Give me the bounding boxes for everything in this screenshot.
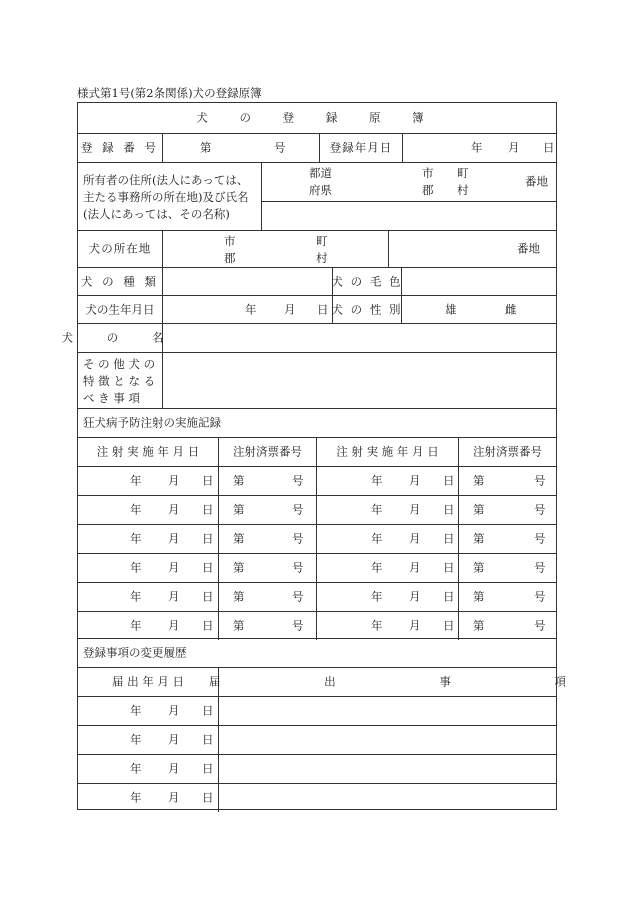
change-year: 年 — [130, 703, 142, 718]
dog-location-city — [224, 233, 236, 267]
vaccination-date-field[interactable] — [316, 554, 458, 582]
vaccination-year: 年 — [130, 618, 142, 633]
dog-location-machi: 町 — [316, 234, 328, 248]
change-month: 月 — [168, 703, 180, 718]
features-label-line: そ の 他 犬 の — [83, 357, 156, 371]
vaccination-ticket-go: 号 — [292, 560, 304, 575]
vaccination-month: 月 — [168, 618, 180, 633]
change-date-field[interactable] — [78, 726, 218, 754]
registration-number-label-cell — [78, 134, 162, 162]
vaccination-year: 年 — [371, 589, 383, 604]
registration-number-field[interactable] — [162, 134, 319, 162]
birth-month: 月 — [284, 301, 296, 316]
vaccination-ticket-dai: 第 — [473, 531, 485, 546]
vaccination-record-row — [78, 553, 556, 582]
dog-location-gun: 郡 — [224, 251, 236, 265]
birth-date-field[interactable] — [162, 296, 332, 323]
vaccination-date-field[interactable] — [78, 467, 218, 495]
vaccination-year: 年 — [371, 473, 383, 488]
vaccination-date-field[interactable] — [316, 467, 458, 495]
registration-date-label: 登録年月日 — [329, 140, 393, 155]
owner-name-field[interactable] — [262, 201, 556, 230]
change-date-field[interactable] — [78, 755, 218, 783]
registration-row — [78, 133, 556, 162]
owner-fuken: 府県 — [309, 183, 332, 197]
change-record-row — [78, 725, 556, 754]
vaccination-date-header: 注 射 実 施 年 月 日 — [336, 444, 439, 459]
vaccination-ticket-dai: 第 — [473, 473, 485, 488]
vaccination-month: 月 — [168, 473, 180, 488]
changes-header-row — [78, 667, 616, 696]
breed-label-cell — [78, 268, 162, 295]
vaccination-year: 年 — [130, 589, 142, 604]
vaccination-day: 日 — [202, 473, 214, 488]
vaccination-day: 日 — [202, 502, 214, 517]
vaccination-month: 月 — [168, 502, 180, 517]
dog-location-label: 犬の所在地 — [88, 241, 152, 256]
vaccination-ticket-field[interactable] — [218, 467, 316, 495]
vaccination-ticket-field[interactable] — [218, 554, 316, 582]
vaccination-ticket-go: 号 — [534, 473, 546, 488]
sex-male[interactable]: 雄 — [445, 301, 457, 316]
features-label-cell — [78, 353, 162, 408]
vaccination-ticket-field[interactable] — [218, 525, 316, 553]
vaccination-ticket-field[interactable] — [458, 612, 556, 640]
birth-label-cell — [78, 296, 162, 323]
change-month: 月 — [168, 761, 180, 776]
coat-label: 犬 の 毛 色 — [331, 273, 403, 288]
change-item-field[interactable] — [218, 755, 556, 783]
vaccination-date-header: 注 射 実 施 年 月 日 — [96, 444, 200, 459]
change-day: 日 — [202, 790, 214, 805]
vaccination-ticket-dai: 第 — [233, 473, 245, 488]
vaccination-date-field[interactable] — [316, 583, 458, 611]
change-day: 日 — [202, 703, 214, 718]
vaccination-year: 年 — [371, 502, 383, 517]
coat-field[interactable] — [401, 268, 556, 295]
vaccination-ticket-dai: 第 — [473, 589, 485, 604]
vaccination-ticket-dai: 第 — [473, 560, 485, 575]
vaccination-month: 月 — [168, 589, 180, 604]
vaccination-ticket-dai: 第 — [473, 502, 485, 517]
vaccination-record-row — [78, 466, 556, 495]
owner-gun: 郡 — [422, 183, 434, 197]
coat-label-cell — [332, 268, 401, 295]
owner-prefecture — [309, 165, 332, 199]
dog-location-label-cell — [78, 231, 162, 267]
vaccination-ticket-go: 号 — [292, 473, 304, 488]
dog-location-city-field[interactable] — [162, 231, 388, 267]
vaccination-ticket-dai: 第 — [233, 618, 245, 633]
breed-label: 犬 の 種 類 — [81, 273, 159, 288]
changes-item-header: 届 出 事 項 — [209, 674, 616, 689]
vaccination-day: 日 — [443, 618, 455, 633]
dog-name-label: 犬 の 名 — [61, 330, 179, 345]
registration-go: 号 — [274, 140, 286, 155]
vaccination-ticket-field[interactable] — [458, 583, 556, 611]
vaccination-ticket-field[interactable] — [218, 612, 316, 640]
registration-dai: 第 — [200, 140, 212, 155]
breed-row — [78, 267, 556, 295]
vaccination-ticket-field[interactable] — [458, 467, 556, 495]
vaccination-ticket-header-cell — [218, 438, 316, 466]
vaccination-date-field[interactable] — [316, 612, 458, 640]
vaccination-day: 日 — [202, 531, 214, 546]
vaccination-ticket-field[interactable] — [458, 525, 556, 553]
vaccination-ticket-dai: 第 — [233, 502, 245, 517]
registration-month: 月 — [508, 140, 520, 155]
vaccination-ticket-go: 号 — [292, 502, 304, 517]
owner-mura: 村 — [457, 183, 469, 197]
vaccination-year: 年 — [130, 560, 142, 575]
owner-row — [78, 162, 556, 230]
vaccination-ticket-go: 号 — [292, 618, 304, 633]
birth-day: 日 — [317, 301, 329, 316]
form-title: 犬 の 登 録 原 簿 — [196, 110, 438, 125]
vaccination-header-row — [78, 437, 556, 466]
vaccination-date-field[interactable] — [78, 612, 218, 640]
registration-date-field[interactable] — [402, 134, 556, 162]
dog-registry-form — [61, 102, 616, 810]
birth-row — [78, 295, 556, 323]
dog-location-shi: 市 — [224, 234, 236, 248]
vaccination-ticket-go: 号 — [534, 560, 546, 575]
birth-year: 年 — [245, 301, 257, 316]
registration-date-label-cell — [319, 134, 402, 162]
features-label — [83, 356, 155, 407]
change-year: 年 — [130, 790, 142, 805]
owner-address-field[interactable] — [262, 163, 556, 202]
features-label-line: べ き 事 項 — [83, 391, 140, 405]
vaccination-month: 月 — [409, 473, 421, 488]
vaccination-record-row — [78, 582, 556, 611]
change-year: 年 — [130, 761, 142, 776]
change-month: 月 — [168, 790, 180, 805]
vaccination-month: 月 — [409, 618, 421, 633]
vaccination-day: 日 — [202, 618, 214, 633]
vaccination-date-field[interactable] — [78, 525, 218, 553]
vaccination-ticket-dai: 第 — [473, 618, 485, 633]
vaccination-ticket-header: 注射済票番号 — [473, 444, 542, 459]
vaccination-record-row — [78, 524, 556, 553]
change-item-field[interactable] — [218, 726, 556, 754]
vaccination-ticket-field[interactable] — [218, 583, 316, 611]
vaccination-date-field[interactable] — [78, 554, 218, 582]
owner-fields — [261, 163, 556, 230]
registration-day: 日 — [543, 140, 555, 155]
vaccination-section-title: 狂犬病予防注射の実施記録 — [83, 415, 221, 430]
sex-female[interactable]: 雌 — [505, 301, 517, 316]
vaccination-date-header-cell — [316, 438, 458, 466]
vaccination-ticket-field[interactable] — [458, 554, 556, 582]
vaccination-ticket-dai: 第 — [233, 589, 245, 604]
vaccination-month: 月 — [409, 502, 421, 517]
vaccination-record-row — [78, 611, 556, 640]
dog-name-row — [61, 323, 556, 352]
owner-town — [457, 165, 469, 199]
vaccination-ticket-go: 号 — [534, 589, 546, 604]
vaccination-ticket-header-cell — [458, 438, 556, 466]
vaccination-ticket-field[interactable] — [218, 496, 316, 524]
vaccination-month: 月 — [409, 560, 421, 575]
vaccination-year: 年 — [371, 531, 383, 546]
vaccination-year: 年 — [371, 560, 383, 575]
change-item-field[interactable] — [218, 697, 556, 725]
sex-field[interactable] — [401, 296, 556, 323]
changes-section-row — [78, 638, 556, 667]
vaccination-year: 年 — [371, 618, 383, 633]
change-day: 日 — [202, 761, 214, 776]
change-year: 年 — [130, 732, 142, 747]
owner-city — [422, 165, 434, 199]
vaccination-ticket-go: 号 — [292, 589, 304, 604]
features-field[interactable] — [162, 353, 556, 408]
owner-shi: 市 — [422, 166, 434, 180]
change-day: 日 — [202, 732, 214, 747]
change-item-field[interactable] — [218, 784, 556, 812]
vaccination-day: 日 — [202, 560, 214, 575]
vaccination-date-field[interactable] — [316, 496, 458, 524]
vaccination-year: 年 — [130, 473, 142, 488]
dog-location-row — [78, 230, 556, 267]
vaccination-record-row — [78, 495, 556, 524]
form-caption: 様式第1号(第2条関係)犬の登録原簿 — [77, 86, 262, 100]
vaccination-day: 日 — [202, 589, 214, 604]
vaccination-month: 月 — [168, 531, 180, 546]
change-record-row — [78, 783, 556, 812]
features-row — [78, 352, 556, 408]
birth-label: 犬の生年月日 — [85, 301, 155, 316]
owner-banchi: 番地 — [525, 174, 548, 189]
changes-date-header-cell — [78, 668, 218, 696]
registration-number-label: 登 録 番 号 — [81, 140, 159, 155]
vaccination-month: 月 — [409, 531, 421, 546]
vaccination-year: 年 — [130, 502, 142, 517]
vaccination-day: 日 — [443, 502, 455, 517]
vaccination-day: 日 — [443, 531, 455, 546]
dog-name-field[interactable] — [162, 324, 556, 352]
vaccination-date-field[interactable] — [316, 525, 458, 553]
vaccination-month: 月 — [168, 560, 180, 575]
sex-label-cell — [332, 296, 401, 323]
vaccination-ticket-dai: 第 — [233, 531, 245, 546]
change-record-row — [78, 754, 556, 783]
vaccination-section-row — [78, 408, 556, 437]
owner-todo: 都道 — [309, 166, 332, 180]
features-label-line: 特 徴 と な る — [83, 374, 156, 388]
breed-field[interactable] — [162, 268, 332, 295]
owner-label-line: (法人にあっては、その名称) — [83, 207, 230, 221]
vaccination-day: 日 — [443, 589, 455, 604]
vaccination-date-field[interactable] — [78, 496, 218, 524]
vaccination-ticket-go: 号 — [534, 531, 546, 546]
dog-location-mura: 村 — [316, 251, 328, 265]
change-date-field[interactable] — [78, 697, 218, 725]
change-month: 月 — [168, 732, 180, 747]
vaccination-date-field[interactable] — [78, 583, 218, 611]
dog-location-banchi: 番地 — [517, 241, 540, 256]
changes-date-header: 届 出 年 月 日 — [111, 674, 185, 689]
dog-location-banchi-field[interactable] — [388, 231, 556, 267]
owner-machi: 町 — [457, 166, 469, 180]
vaccination-ticket-dai: 第 — [233, 560, 245, 575]
owner-label-line: 所有者の住所(法人にあっては、 — [83, 173, 249, 187]
change-record-row — [78, 696, 556, 725]
changes-section-title: 登録事項の変更履歴 — [83, 645, 187, 660]
owner-label-line: 主たる事務所の所在地)及び氏名 — [83, 190, 249, 204]
changes-item-header-cell — [209, 668, 616, 696]
registration-year: 年 — [471, 140, 483, 155]
vaccination-day: 日 — [443, 560, 455, 575]
vaccination-year: 年 — [130, 531, 142, 546]
vaccination-date-header-cell — [78, 438, 218, 466]
vaccination-ticket-field[interactable] — [458, 496, 556, 524]
sex-label: 犬 の 性 別 — [331, 301, 403, 316]
vaccination-month: 月 — [409, 589, 421, 604]
vaccination-ticket-go: 号 — [292, 531, 304, 546]
vaccination-day: 日 — [443, 473, 455, 488]
dog-name-label-cell — [61, 324, 179, 352]
vaccination-ticket-header: 注射済票番号 — [233, 444, 302, 459]
change-date-field[interactable] — [78, 784, 218, 812]
owner-label-cell — [78, 163, 261, 230]
dog-location-town — [316, 233, 328, 267]
vaccination-ticket-go: 号 — [534, 618, 546, 633]
vaccination-ticket-go: 号 — [534, 502, 546, 517]
owner-label — [83, 172, 249, 223]
title-row — [78, 103, 556, 133]
